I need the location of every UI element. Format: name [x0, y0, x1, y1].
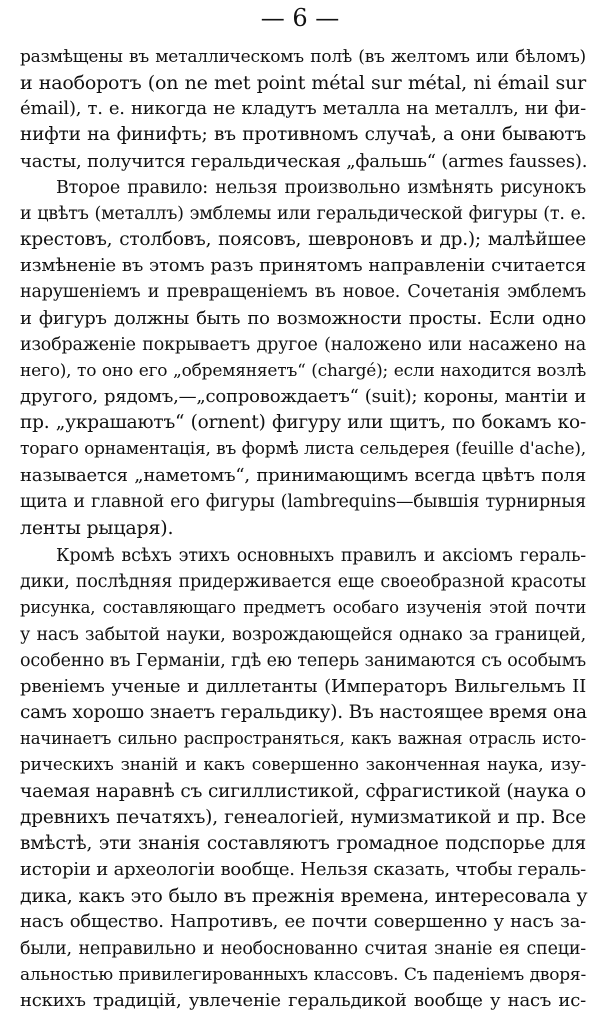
text-line: рвеніемъ ученые и диллетанты (Императоръ Вильгельмъ II	[20, 675, 586, 697]
text-line: Кромѣ всѣхъ этихъ основныхъ правилъ и аксіомъ гераль-	[56, 546, 586, 567]
text-line: насъ общество. Напротивъ, ее почти совершенно у насъ за-	[20, 911, 586, 933]
text-line: чаемая наравнѣ съ сигиллистикой, сфрагистикой (наука о	[20, 780, 586, 802]
text-line: тораго орнаментація, въ формѣ листа сельдерея (feuille d'ache),	[20, 439, 586, 460]
text-line: альностью привилегированныхъ классовъ. Съ паденіемъ дворя-	[20, 964, 586, 985]
text-line: другого, рядомъ,—„сопровождаетъ“ (suit); короны, мантіи и	[20, 386, 586, 408]
text-line: крестовъ, столбовъ, поясовъ, шевроновъ и др.); малѣйшее	[20, 229, 586, 251]
text-line: размѣщены въ металлическомъ полѣ (въ желтомъ или бѣломъ)	[20, 47, 586, 67]
text-line: и фигуръ должны быть по возможности просты. Если одно	[20, 307, 586, 329]
text-line: нскихъ традицій, увлеченіе геральдикой вообще у насъ ис-	[20, 989, 586, 1011]
text-line: начинаетъ сильно распространяться, какъ важная отрасль исто-	[20, 729, 586, 749]
text-line: него), то оно его „обремяняетъ“ (chargé); если находится возлѣ	[20, 360, 586, 381]
text-line: ленты рыцаря).	[20, 516, 174, 539]
text-line: дики, послѣдняя придерживается еще своеобразной красоты	[20, 572, 586, 593]
text-line: исторіи и археологіи вообще. Нельзя сказать, чтобы гераль-	[20, 859, 587, 881]
text-line: самъ хорошо знаетъ геральдику). Въ настоящее время она	[20, 702, 587, 724]
text-line: рисунка, составляющаго предметъ особаго изученія этой почти	[20, 598, 586, 618]
text-line: вмѣстѣ, эти знанія составляютъ громадное подспорье для	[20, 832, 586, 854]
text-line: и цвѣтъ (металлъ) эмблемы или геральдической фигуры (т. е.	[20, 203, 586, 224]
text-line: рическихъ знаній и какъ совершенно законченная наука, изу-	[20, 755, 586, 776]
text-line: нифти на финифть; въ противномъ случаѣ, а они бываютъ	[20, 124, 586, 146]
text-line: émail), т. е. никогда не кладутъ металла на металлъ, ни фи-	[20, 98, 586, 120]
text-line: изображеніе покрываетъ другое (наложено или насажено на	[20, 334, 586, 355]
text-line: измѣненіе въ этомъ разъ принятомъ направленіи считается	[20, 255, 586, 277]
text-line: и наоборотъ (on ne met point métal sur métal, ni émail sur	[20, 72, 586, 95]
text-line: называется „наметомъ“, принимающимъ всегда цвѣтъ поля	[20, 464, 586, 486]
text-line: были, неправильно и необоснованно считая знаніе ея специ-	[20, 938, 586, 959]
text-line: дика, какъ это было въ прежнія времена, интересовала у	[20, 885, 588, 908]
text-line: часты, получится геральдическая „фальшь“ (armes fausses).	[20, 150, 588, 172]
text-line: у насъ забытой науки, возрождающейся однако за границей,	[20, 624, 586, 645]
text-line: древнихъ печатяхъ), генеалогіей, нумизматикой и пр. Все	[20, 806, 586, 828]
text-line: Второе правило: нельзя произвольно измѣнять рисунокъ	[56, 177, 586, 198]
page-number: — 6 —	[260, 4, 340, 32]
text-line: нарушеніемъ и превращеніемъ въ новое. Сочетанія эмблемъ	[20, 282, 586, 303]
text-line: пр. „украшаютъ“ (ornent) фигуру или щитъ, по бокамъ ко-	[20, 412, 586, 434]
text-line: особенно въ Германіи, гдѣ ею теперь занимаются съ особымъ	[20, 650, 586, 671]
text-line: щита и главной его фигуры (lambrequins—бывшія турнирныя	[20, 491, 586, 512]
